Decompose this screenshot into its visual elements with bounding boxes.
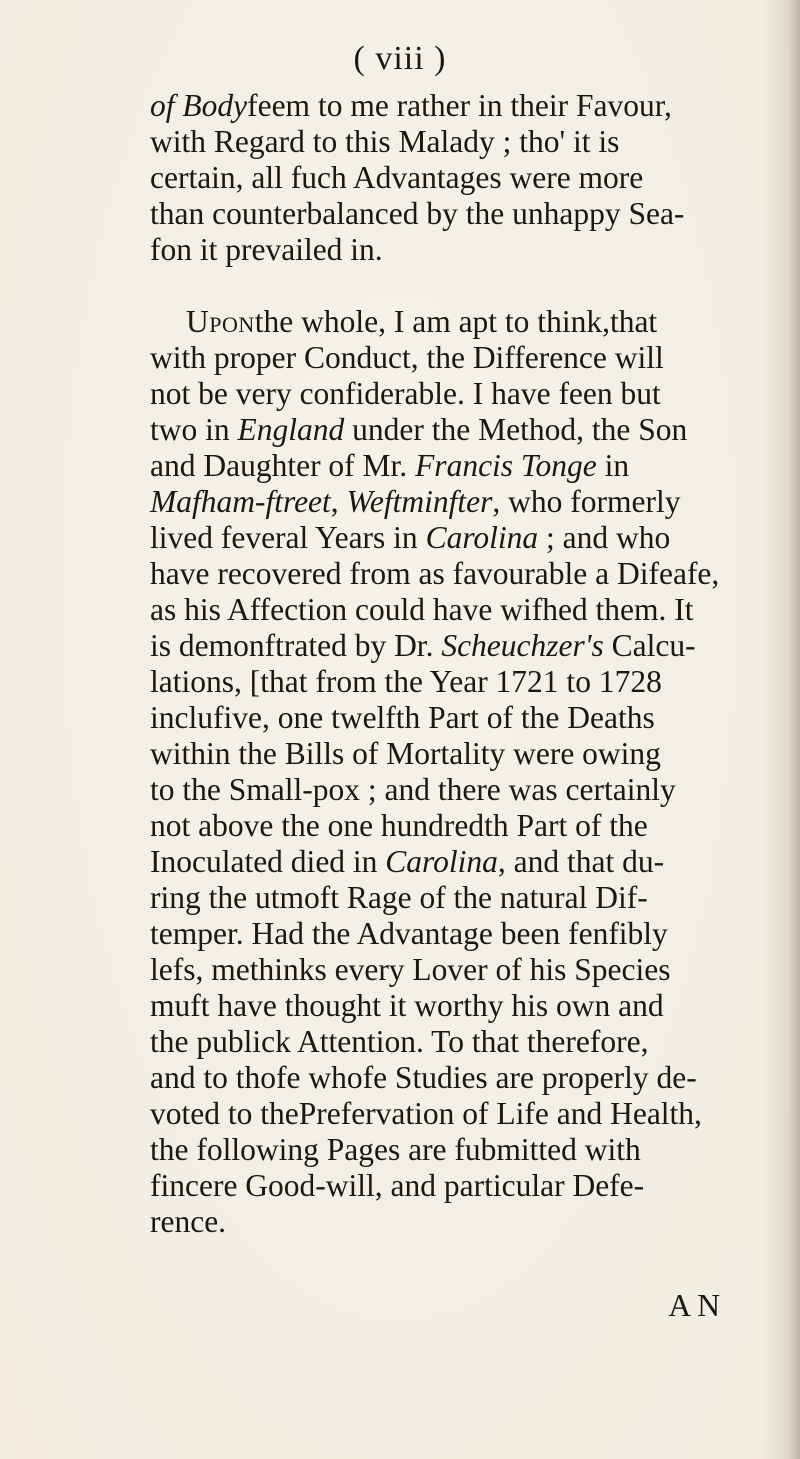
text-line — [150, 1096, 720, 1132]
text-line — [150, 124, 720, 160]
text-line — [150, 736, 720, 772]
page-number: ( viii ) — [353, 40, 447, 77]
text-line — [150, 1132, 720, 1168]
text-line — [150, 628, 720, 664]
line-text: with Regard to this Malady ; tho' it is — [150, 124, 620, 159]
line-text: certain, all fuch Advantages were more — [150, 160, 644, 195]
line-text: fincere Good-will, and particular Defe- — [150, 1168, 645, 1203]
line-text: feem to me rather in their Favour, — [247, 88, 672, 123]
text-line — [150, 808, 720, 844]
line-text: not above the one hundredth Part of the — [150, 808, 648, 843]
text-line — [150, 484, 720, 520]
text-line — [150, 1060, 720, 1096]
text-line — [150, 952, 720, 988]
text-line — [150, 520, 720, 556]
text-line — [150, 1168, 720, 1204]
text-line — [150, 412, 720, 448]
lead-word: Upon — [186, 304, 255, 339]
line-text: Mafham-ftreet, Weftminfter, who formerly — [150, 484, 681, 519]
body-text — [150, 88, 720, 1240]
text-line — [150, 196, 720, 232]
line-text: muft have thought it worthy his own and — [150, 988, 664, 1023]
text-line — [150, 376, 720, 412]
text-line — [150, 88, 720, 124]
line-text: than counterbalanced by the unhappy Sea- — [150, 196, 685, 231]
text-line — [150, 304, 720, 340]
page-edge-shadow — [764, 0, 800, 1459]
line-text: to the Small-pox ; and there was certainly — [150, 772, 676, 807]
text-line — [150, 592, 720, 628]
text-line — [150, 160, 720, 196]
text-line — [150, 232, 720, 268]
italic-phrase: of Body — [150, 88, 248, 123]
line-text: with proper Conduct, the Difference will — [150, 340, 664, 375]
line-text: inclufive, one twelfth Part of the Deaths — [150, 700, 655, 735]
line-text: fon it prevailed in. — [150, 232, 383, 267]
text-line — [150, 700, 720, 736]
text-line — [150, 880, 720, 916]
text-line — [150, 664, 720, 700]
line-text: the publick Attention. To that therefore, — [150, 1024, 649, 1059]
line-text: lations, [that from the Year 1721 to 1728 — [150, 664, 662, 699]
line-text: and Daughter of Mr. Francis Tonge in — [150, 448, 630, 483]
line-text: the whole, I am apt to think,that — [254, 304, 658, 339]
line-text: not be very confiderable. I have feen but — [150, 376, 661, 411]
line-text: within the Bills of Mortality were owing — [150, 736, 661, 771]
text-line — [150, 340, 720, 376]
line-text: lived feveral Years in Carolina ; and who — [150, 520, 671, 555]
line-text: as his Affection could have wifhed them. It — [150, 592, 694, 627]
line-text: temper. Had the Advantage been fenfibly — [150, 916, 668, 951]
paragraph-2 — [150, 304, 720, 1240]
paragraph-gap — [150, 268, 720, 304]
catchword: A N — [668, 1288, 720, 1323]
line-text: and to thofe whofe Studies are properly de- — [150, 1060, 697, 1095]
text-line — [150, 988, 720, 1024]
text-line — [150, 1204, 720, 1240]
line-text: ring the utmoft Rage of the natural Dif- — [150, 880, 648, 915]
line-text: rence. — [150, 1204, 227, 1239]
text-line — [150, 916, 720, 952]
text-line — [150, 1024, 720, 1060]
line-text: voted to thePrefervation of Life and Health, — [150, 1096, 702, 1131]
line-text: Inoculated died in Carolina, and that du- — [150, 844, 665, 879]
text-line — [150, 556, 720, 592]
line-text: two in England under the Method, the Son — [150, 412, 688, 447]
line-text: have recovered from as favourable a Difeafe, — [150, 556, 720, 591]
line-text: lefs, methinks every Lover of his Species — [150, 952, 671, 987]
text-line — [150, 772, 720, 808]
line-text: the following Pages are fubmitted with — [150, 1132, 641, 1167]
text-line — [150, 844, 720, 880]
line-text: is demonftrated by Dr. Scheuchzer's Calcu- — [150, 628, 696, 663]
text-line — [150, 448, 720, 484]
